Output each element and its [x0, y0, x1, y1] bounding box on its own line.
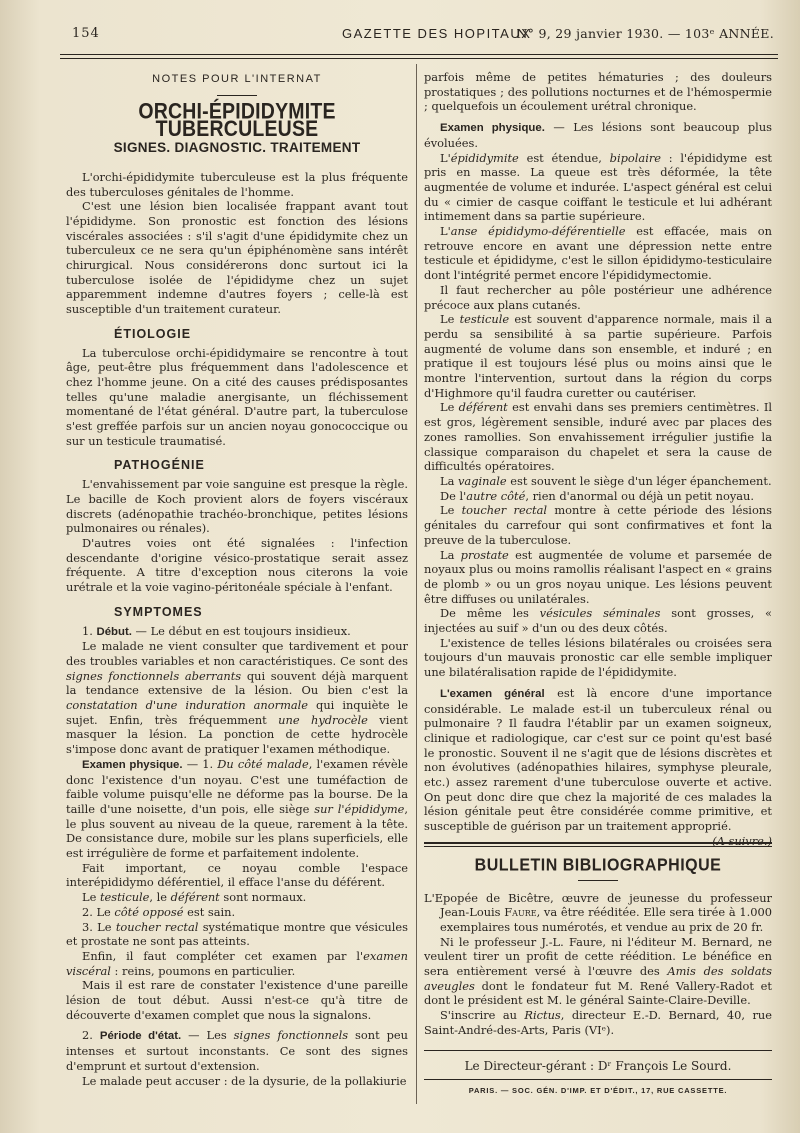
paragraph: 2. Le côté opposé est sain. [82, 904, 236, 919]
article-subtitle: SIGNES. DIAGNOSTIC. TRAITEMENT [113, 140, 361, 156]
header-rule [60, 54, 778, 55]
right-column [424, 70, 772, 1099]
short-rule [217, 95, 257, 96]
paragraph: De même les vésicules séminales sont grosses, « injectées au suif » d'un ou des deux côtés. [424, 606, 772, 636]
paragraph: Le malade peut accuser : de la dysurie, de la pollakiurie [82, 1073, 407, 1088]
paragraph: Enfin, il faut compléter cet examen par l'examen viscéral : reins, poumons en particulier. [66, 948, 408, 978]
paragraph: D'autres voies ont été signalées : l'infection descendante d'origine vésico-prostatique serait assez fréquente. A titre d'exception nous citerons la voie urétrale et la voie vagino-péritonéale spéciale à l'enfant. [66, 535, 408, 595]
paragraph: Le testicule, le déférent sont normaux. [82, 890, 307, 905]
run-in-heading: Examen physique. [440, 122, 545, 135]
short-rule [578, 880, 618, 881]
issue-info: N° 9, 29 janvier 1930. — 103ᵉ ANNÉE. [516, 26, 774, 41]
paragraph: Le malade ne vient consulter que tardivement et pour des troubles variables et non caractéristiques. Ce sont des signes fonctionnels aberrants qui souvent déjà marquent la tendance extensive de la lésion. Ou bien c'est la constatation d'une induration anormale qui inquiète le sujet. Enfin, très fréquemment une hydrocèle vient masquer la lésion. La ponction de cette hydrocèle s'impose donc avant de pratiquer l'examen méthodique. [66, 639, 409, 757]
paragraph: La prostate est augmentée de volume et parsemée de noyaux plus ou moins ramollis réalisant l'aspect en « grains de plomb » ou un gros noyau unique. Les lésions peuvent être diffuses ou unilatérales. [424, 547, 772, 606]
paragraph: De l'autre côté, rien d'anormal ou déjà un petit noyau. [440, 488, 755, 503]
section-heading-pathogenie: PATHOGÉNIE [114, 458, 205, 473]
printer-imprint: PARIS. — SOC. GÉN. D'IMP. ET D'ÉDIT., 17, RUE CASSETTE. [468, 1086, 728, 1096]
paragraph: S'inscrire au Rictus, directeur E.-D. Bernard, 40, rue Saint-André-des-Arts, Paris (VIᵉ). [424, 1008, 772, 1037]
section-kicker: NOTES POUR L'INTERNAT [152, 73, 322, 85]
paragraph-etat: 2. Période d'état. — Les signes fonctionnels sont peu intenses et surtout inconstants. Ce sont des signes d'emprunt et surtout d'extension. [66, 1028, 409, 1073]
paragraph: C'est une lésion bien localisée frappant avant tout l'épididyme. Son pronostic est fonction des lésions viscérales associées : s'il s'agit d'une épididymite chez un tuberculeux ce ne sera qu'un épiphénomène sans intérêt chirurgical. Nous considérerons donc surtout ici la tuberculose isolée de l'épididyme chez un sujet apparemment indemne d'autres foyers ; celle-là est susceptible d'un traitement curateur. [66, 199, 408, 317]
left-column [66, 70, 408, 1088]
paragraph: La vaginale est souvent le siège d'un léger épanchement. [440, 473, 772, 488]
paragraph: Le déférent est envahi dans ses premiers centimètres. Il est gros, légèrement sensible, induré avec par places des zones ramollies. Son envahissement irrégulier justifie la classique comparaison du chapelet et sera la cause de difficultés opératoires. [424, 400, 772, 474]
paragraph: L'Epopée de Bicêtre, œuvre de jeunesse du professeur Jean-Louis Faure, va être rééditée. Elle sera tirée à 1.000 exemplaires tous numérotés, et vendue au prix de 20 fr. [424, 890, 772, 934]
paragraph: L'anse épididymo-déférentielle est effacée, mais on retrouve encore en avant une dépression nette entre testicule et épididyme, c'est le sillon épididymo-testiculaire dont l'intégrité permet encore l'épididymectomie. [424, 224, 772, 283]
paragraph: L'examen général est là encore d'une importance considérable. Le malade est-il un tuberculeux rénal ou pulmonaire ? Il faudra l'établir par un examen soigneux, clinique et radiologique, car c'est sur ce point qu'est basé le pronostic. Souvent il ne s'agit que de lésions discrètes et non évolutives (adénopathies hilaires, symphyse pleurale, etc.) assez rarement d'une tuberculose ouverte et active. On peut donc dire que chez la majorité de ces malades la lésion génitale peut être considérée comme primitive, et susceptible de guérison par un traitement approprié. (A suivre.) [424, 685, 772, 848]
page-header [60, 26, 782, 48]
footer-rule [424, 1050, 772, 1051]
page-number: 154 [72, 26, 100, 41]
paragraph: La tuberculose orchi-épididymaire se rencontre à tout âge, peut-être plus fréquemment dans l'adolescence et chez l'homme jeune. On a cité des causes prédisposantes telles qu'une maladie anergisante, un fléchissement momentané de l'état général. D'autre part, la tuberculose s'est greffée parfois sur un ancien noyau gonococcique ou sur un testicule traumatisé. [66, 345, 408, 448]
paragraph: L'orchi-épididymite tuberculeuse est la plus fréquente des tuberculoses génitales de l'homme. [66, 169, 408, 199]
column-divider [416, 64, 417, 1104]
run-in-heading: Examen physique. [82, 758, 183, 771]
paragraph: L'envahissement par voie sanguine est presque la règle. Le bacille de Koch provient alors de foyers viscéraux discrets (adénopathie trachéo-bronchique, petites lésions pulmonaires ou rénales). [66, 477, 408, 536]
to-be-continued: (A suivre.) [712, 833, 772, 848]
paragraph: L'épididymite est étendue, bipolaire : l'épididyme est pris en masse. La queue est très déformée, la tête augmentée de volume et indurée. L'aspect général est celui du « cimier de casque coiffant le testicule et lui adhérant intimement dans sa partie supérieure. [424, 150, 772, 224]
paragraph-continued: parfois même de petites hématuries ; des douleurs prostatiques ; des pollutions nocturnes et de l'hémospermie ; quelquefois un écoulement urétral chronique. [424, 70, 772, 114]
paragraph: Examen physique. — Les lésions sont beaucoup plus évoluées. [424, 120, 772, 150]
footer-rule-2 [424, 1079, 772, 1080]
paragraph: Mais il est rare de constater l'existence d'une pareille lésion de tout début. Aussi n'est-ce qu'à titre de découverte d'examen complet que nous la signalons. [66, 978, 408, 1022]
paragraph: Le testicule est souvent d'apparence normale, mais il a perdu sa sensibilité à sa partie supérieure. Parfois augmenté de volume dans son ensemble, et induré ; en pratique il est toujours lésé plus ou moins ainsi que le montre l'intervention, surtout dans la région du corps d'Highmore qu'il faudra curetter ou cautériser. [424, 312, 772, 400]
paragraph: 3. Le toucher rectal systématique montre que vésicules et prostate ne sont pas atteints. [66, 919, 408, 949]
bulletin-heading: BULLETIN BIBLIOGRAPHIQUE [474, 855, 722, 875]
run-in-heading: Début. [96, 625, 132, 638]
article-title: ORCHI-ÉPIDIDYMITE TUBERCULEUSE [138, 98, 336, 142]
paragraph-debut: 1. Début. — Le début en est toujours insidieux. [82, 623, 351, 638]
paragraph-examen: Examen physique. — 1. Du côté malade, l'examen révèle donc l'existence d'un noyau. C'est une tuméfaction de faible volume puisqu'elle ne déforme pas la bourse. De la taille d'une noisette, d'un pois, elle siège sur l'épididyme, le plus souvent au niveau de la queue, rarement à la tête. De consistance dure, mobile sur les plans superficiels, elle est irrégulière de forme et parfaitement indolente. [66, 756, 408, 861]
journal-title: GAZETTE DES HOPITAUX [342, 26, 532, 41]
run-in-heading: L'examen général [440, 687, 545, 700]
paragraph: L'existence de telles lésions bilatérales ou croisées sera toujours d'un mauvais pronostic car elle semble impliquer une bilatéralisation rapide de l'épididymite. [424, 635, 772, 680]
run-in-heading: Période d'état. [99, 1030, 182, 1043]
section-heading-etiologie: ÉTIOLOGIE [114, 326, 192, 341]
paragraph: Le toucher rectal montre à cette période des lésions génitales du carrefour qui sont confirmatives et font la preuve de la tuberculose. [424, 503, 772, 547]
paragraph: Fait important, ce noyau comble l'espace interépididymo déférentiel, il efface l'anse du déférent. [66, 860, 408, 890]
header-rule-2 [60, 58, 778, 59]
paragraph: Ni le professeur J.-L. Faure, ni l'éditeur M. Bernard, ne veulent tirer un profit de cette réédition. Le bénéfice en sera entièrement versé à l'œuvre des Amis des soldats aveugles dont le fondateur fut M. René Vallery-Radot et dont le président est M. le général Sainte-Claire-Deville. [424, 934, 772, 1008]
director-line: Le Directeur-gérant : Dʳ François Le Sourd. [464, 1058, 732, 1073]
section-heading-symptomes: SYMPTOMES [114, 604, 203, 619]
paragraph: Il faut rechercher au pôle postérieur une adhérence précoce aux plans cutanés. [424, 282, 772, 312]
